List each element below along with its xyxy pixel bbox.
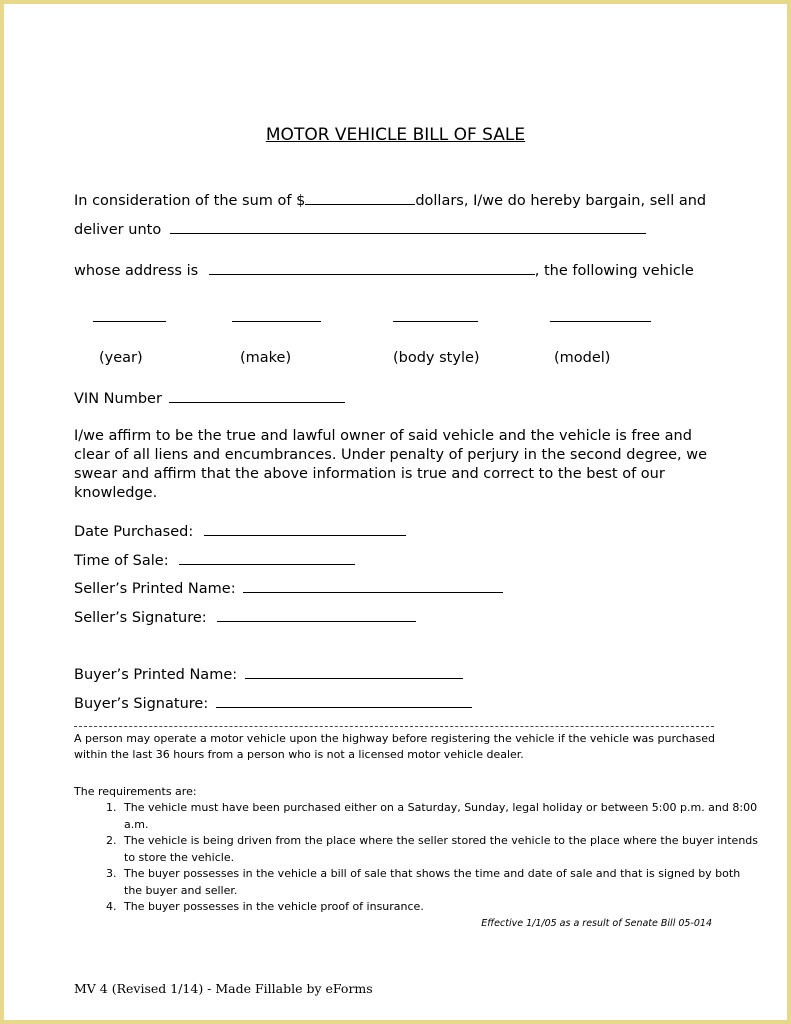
address-suffix: , the following vehicle	[534, 263, 694, 279]
list-item: 2. The vehicle is being driven from the place where the seller stored the vehicle to the place where the buyer intends to store the vehicle.	[120, 833, 760, 866]
year-field[interactable]	[93, 320, 166, 322]
make-label: (make)	[240, 350, 292, 366]
address-field[interactable]	[209, 260, 535, 275]
time-of-sale-field[interactable]	[179, 550, 355, 565]
body-style-label: (body style)	[393, 350, 480, 366]
date-purchased-row	[74, 521, 406, 540]
buyer-signature-field[interactable]	[216, 693, 472, 708]
address-line	[74, 260, 694, 279]
year-label: (year)	[99, 350, 143, 366]
time-of-sale-row	[74, 550, 355, 569]
seller-name-label: Seller’s Printed Name:	[74, 581, 236, 597]
body-style-field[interactable]	[393, 320, 478, 322]
buyer-field[interactable]	[170, 219, 646, 234]
footer-text: MV 4 (Revised 1/14) - Made Fillable by eForms	[74, 981, 373, 996]
consideration-suffix: dollars, I/we do hereby bargain, sell and	[415, 193, 707, 209]
seller-signature-label: Seller’s Signature:	[74, 610, 207, 626]
vin-line	[74, 388, 345, 407]
model-label: (model)	[554, 350, 611, 366]
date-purchased-field[interactable]	[204, 521, 406, 536]
form-title: MOTOR VEHICLE BILL OF SALE	[265, 125, 526, 145]
vin-field[interactable]	[169, 388, 345, 403]
list-item: 1. The vehicle must have been purchased either on a Saturday, Sunday, legal holiday or between 5:00 p.m. and 8:00 a.m.	[120, 800, 760, 833]
buyer-name-label: Buyer’s Printed Name:	[74, 667, 238, 683]
seller-signature-row	[74, 607, 416, 626]
list-item: 4. The buyer possesses in the vehicle proof of insurance.	[120, 899, 760, 916]
buyer-name-row	[74, 664, 463, 683]
buyer-signature-row	[74, 693, 472, 712]
consideration-line	[74, 190, 706, 209]
buyer-name-field[interactable]	[245, 664, 463, 679]
vin-label: VIN Number	[74, 391, 162, 407]
list-item: 3. The buyer possesses in the vehicle a bill of sale that shows the time and date of sale and that is signed by both the buyer and seller.	[120, 866, 760, 899]
address-label: whose address is	[74, 263, 199, 279]
model-field[interactable]	[550, 320, 651, 322]
seller-name-row	[74, 578, 503, 597]
date-purchased-label: Date Purchased:	[74, 524, 194, 540]
buyer-signature-label: Buyer’s Signature:	[74, 696, 209, 712]
deliver-line	[74, 219, 646, 238]
notice-text: A person may operate a motor vehicle upon the highway before registering the vehicle if the vehicle was purchased within the last 36 hours from a person who is not a licensed motor vehicle dealer.	[74, 732, 715, 761]
seller-name-field[interactable]	[243, 578, 503, 593]
time-of-sale-label: Time of Sale:	[74, 553, 169, 569]
consideration-prefix: In consideration of the sum of $	[74, 193, 306, 209]
make-field[interactable]	[232, 320, 321, 322]
dashed-divider	[74, 726, 714, 727]
affirmation-paragraph: I/we affirm to be the true and lawful owner of said vehicle and the vehicle is free and clear of all liens and encumbrances. Under penalty of perjury in the second degree, we swear and affirm that the above information is true and correct to the best of our knowledge.	[74, 428, 708, 501]
requirements-list	[74, 800, 760, 916]
effective-note: Effective 1/1/05 as a result of Senate Bill 05-014	[481, 918, 712, 929]
requirements-heading: The requirements are:	[74, 785, 197, 798]
deliver-label: deliver unto	[74, 222, 162, 238]
sum-field[interactable]	[305, 190, 415, 205]
seller-signature-field[interactable]	[217, 607, 416, 622]
